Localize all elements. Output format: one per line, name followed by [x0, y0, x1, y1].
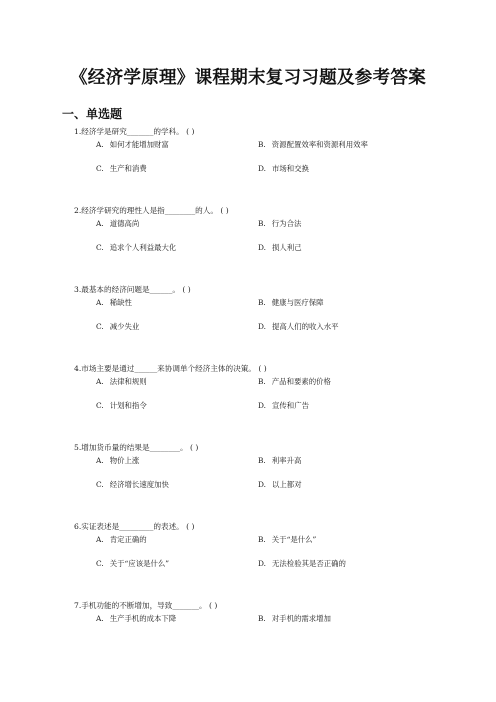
option-row [96, 614, 474, 624]
document-title: 《经济学原理》课程期末复习习题及参考答案 [70, 68, 426, 88]
option-a: A. 肯定正确的 [96, 535, 147, 544]
question-item [74, 601, 474, 624]
question-item [74, 206, 474, 253]
option-d: D. 无法检验其是否正确的 [258, 559, 346, 568]
question-stem: 2.经济学研究的理性人是指________的人。 ( ) [74, 206, 229, 215]
option-c: C. 追求个人利益最大化 [96, 243, 177, 252]
option-c: C. 减少失业 [96, 322, 140, 331]
option-b: B. 健康与医疗保障 [258, 298, 324, 307]
option-row [96, 298, 474, 308]
option-c: C. 经济增长速度加快 [96, 480, 169, 489]
option-d: D. 提高人们的收入水平 [258, 322, 339, 331]
question-stem: 7.手机功能的不断增加，导致_______。 ( ) [74, 601, 218, 610]
question-stem: 3.最基本的经济问题是______。 ( ) [74, 285, 191, 294]
option-row [96, 559, 474, 569]
option-a: A. 物价上涨 [96, 456, 140, 465]
option-b: B. 资源配置效率和资源利用效率 [258, 140, 368, 149]
question-item [74, 127, 474, 174]
question-stem: 5.增加货币量的结果是________。 ( ) [74, 443, 199, 452]
option-d: D. 以上都对 [258, 480, 302, 489]
option-row [96, 164, 474, 174]
option-d: D. 宣传和广告 [258, 401, 309, 410]
option-row [96, 243, 474, 253]
option-row [96, 219, 474, 229]
question-item [74, 522, 474, 569]
option-row [96, 322, 474, 332]
option-b: B. 利率升高 [258, 456, 302, 465]
option-row [96, 140, 474, 150]
option-row [96, 377, 474, 387]
option-row [96, 401, 474, 411]
option-b: B. 产品和要素的价格 [258, 377, 331, 386]
option-c: C. 生产和消费 [96, 164, 147, 173]
question-stem: 6.实证表述是_________的表述。 ( ) [74, 522, 195, 531]
option-row [96, 456, 474, 466]
question-stem: 1.经济学是研究_______的学科。 ( ) [74, 127, 195, 136]
option-d: D. 损人利己 [258, 243, 302, 252]
option-a: A. 稀缺性 [96, 298, 132, 307]
section-heading-single-choice: 一、单选题 [62, 107, 123, 121]
option-b: B. 关于“是什么” [258, 535, 317, 544]
option-a: A. 法律和规则 [96, 377, 147, 386]
option-a: A. 道德高尚 [96, 219, 140, 228]
option-c: C. 关于“应该是什么” [96, 559, 170, 568]
option-d: D. 市场和交换 [258, 164, 309, 173]
option-b: B. 对手机的需求增加 [258, 614, 331, 623]
option-c: C. 计划和指令 [96, 401, 147, 410]
option-row [96, 480, 474, 490]
option-row [96, 535, 474, 545]
question-item [74, 285, 474, 332]
question-item [74, 443, 474, 490]
question-item [74, 364, 474, 411]
question-stem: 4.市场主要是通过______来协调单个经济主体的决策。 ( ) [74, 364, 267, 373]
option-b: B. 行为合法 [258, 219, 302, 228]
option-a: A. 生产手机的成本下降 [96, 614, 177, 623]
option-a: A. 如何才能增加财富 [96, 140, 169, 149]
